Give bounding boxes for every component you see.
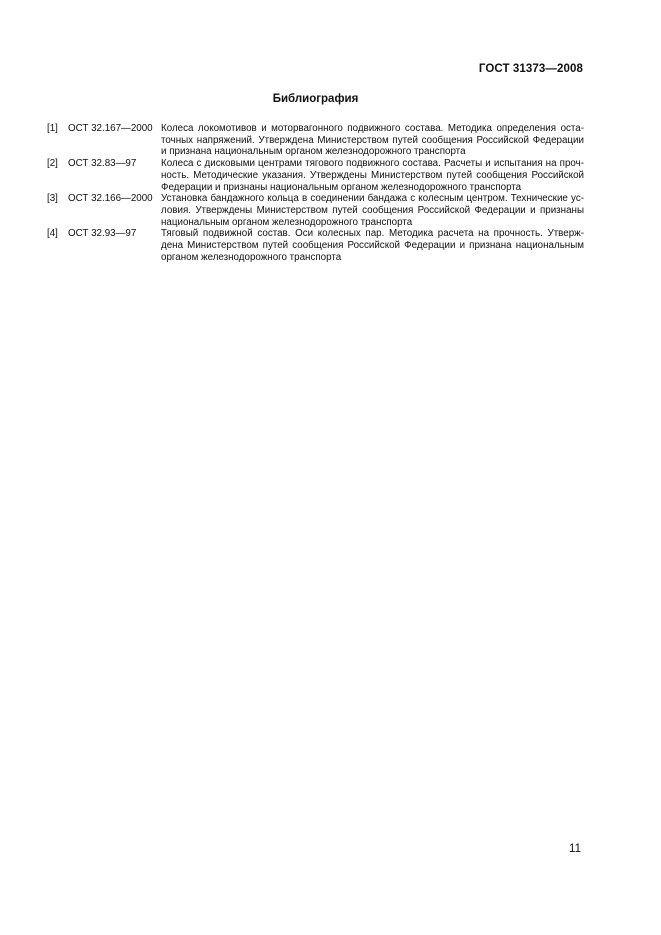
entry-text-line: Колеса локомотивов и моторвагонного подвижного состава. Методика определения оста-	[161, 123, 584, 134]
entry-number: [2]	[47, 158, 58, 170]
entry-text-line: Колеса с дисковыми центрами тягового подвижного состава. Расчеты и испытания на проч-	[161, 158, 584, 170]
entry-text-line: ность. Методические указания. Утверждены Министерством путей сообщения Российской	[161, 169, 584, 181]
entry-description	[161, 158, 584, 193]
entry-number: [1]	[47, 123, 58, 134]
document-code-header: ГОСТ 31373—2008	[478, 63, 583, 75]
entry-standard-code: ОСТ 32.93—97	[68, 228, 137, 240]
entry-text-line: Федерации и признаны национальным органом железнодорожного транспорта	[161, 181, 522, 193]
bibliography-entry	[47, 228, 584, 263]
entry-description	[161, 193, 584, 228]
section-title: Библиография	[272, 93, 359, 105]
bibliography-entry	[47, 193, 584, 228]
entry-text-line: Установка бандажного кольца в соединении бандажа с колесным центром. Технические ус-	[161, 193, 584, 205]
entry-text-line: органом железнодорожного транспорта	[161, 251, 342, 263]
entry-text-line: точных напряжений. Утверждена Министерством путей сообщения Российской Федерации	[161, 134, 584, 146]
entry-text-line: Тяговый подвижной состав. Оси колесных пар. Методика расчета на прочность. Утверж-	[161, 228, 584, 240]
entry-number: [3]	[47, 193, 58, 205]
entry-number: [4]	[47, 228, 58, 240]
page-number: 11	[569, 843, 581, 855]
entry-text-line: и признана национальным органом железнодорожного транспорта	[161, 146, 466, 158]
bibliography-entry	[47, 123, 584, 158]
entry-standard-code: ОСТ 32.166—2000	[68, 193, 153, 205]
entry-standard-code: ОСТ 32.83—97	[68, 158, 137, 170]
bibliography-list	[47, 123, 584, 263]
entry-text-line: национальным органом железнодорожного транспорта	[161, 216, 413, 228]
entry-text-line: дена Министерством путей сообщения Российской Федерации и признана национальным	[161, 240, 584, 252]
entry-description	[161, 228, 584, 263]
entry-standard-code: ОСТ 32.167—2000	[68, 123, 153, 134]
bibliography-entry	[47, 158, 584, 193]
entry-text-line: ловия. Утверждены Министерством путей сообщения Российской Федерации и признаны	[161, 204, 584, 216]
entry-description	[161, 123, 584, 158]
